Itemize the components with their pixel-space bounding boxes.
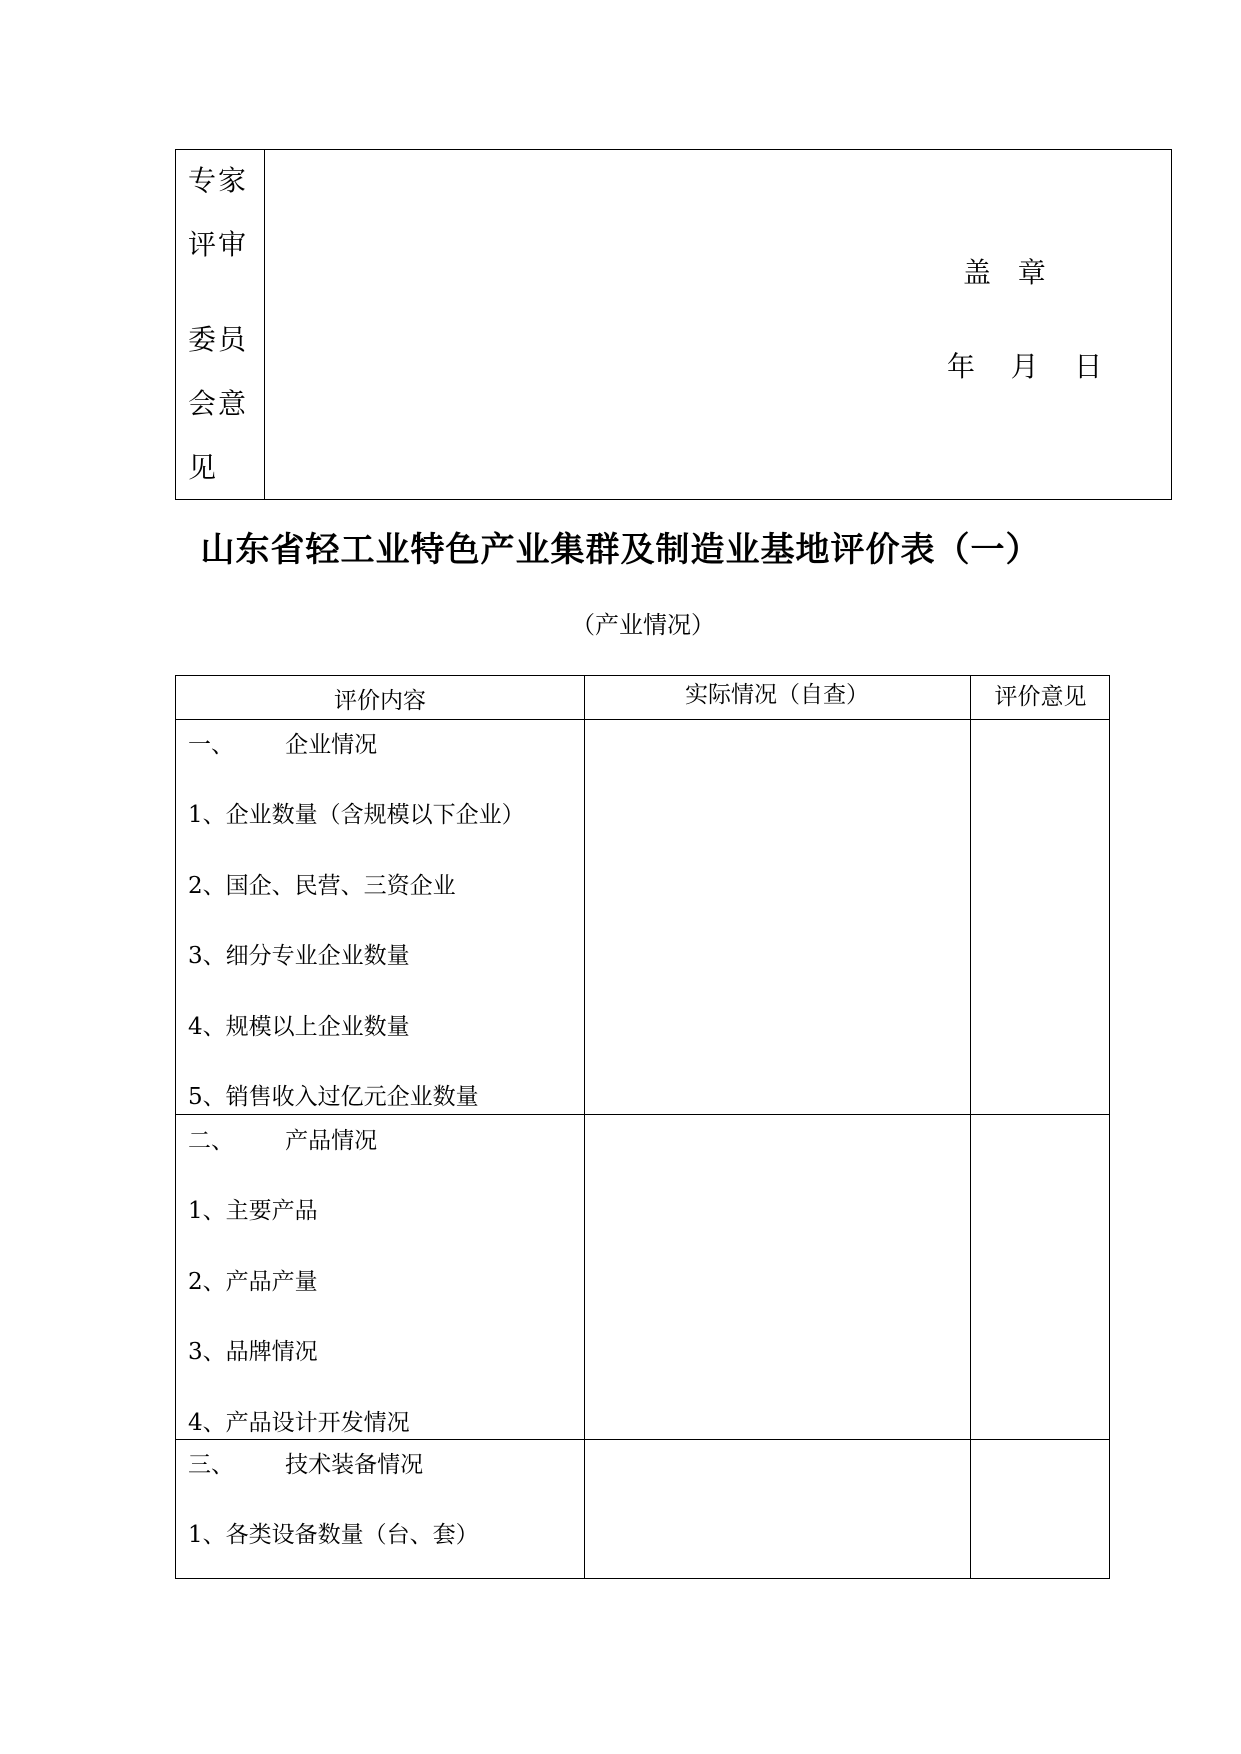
date-label: 年 月 日 <box>947 350 1103 383</box>
stamp-label: 盖 章 <box>963 256 1046 289</box>
opinion-label-line: 见 <box>188 451 219 484</box>
list-item: 3、细分专业企业数量 <box>188 943 410 969</box>
expert-opinion-table <box>175 149 1172 500</box>
list-item: 1、企业数量（含规模以下企业） <box>188 802 525 828</box>
section-heading: 三、 技术装备情况 <box>188 1452 424 1478</box>
list-item: 3、品牌情况 <box>188 1339 318 1365</box>
opinion-cell[interactable] <box>971 1440 1109 1578</box>
expert-opinion-content-cell[interactable] <box>265 150 1171 499</box>
section-heading: 一、 企业情况 <box>188 732 378 758</box>
list-item: 5、销售收入过亿元企业数量 <box>188 1084 479 1110</box>
actual-status-cell[interactable] <box>585 720 969 1114</box>
opinion-cell[interactable] <box>971 720 1109 1114</box>
evaluation-table <box>175 675 1110 1579</box>
actual-status-cell[interactable] <box>585 1440 969 1578</box>
list-item: 4、规模以上企业数量 <box>188 1014 410 1040</box>
section-heading: 二、 产品情况 <box>188 1128 378 1154</box>
column-header-content: 评价内容 <box>334 688 426 714</box>
expert-opinion-label-cell <box>176 150 265 499</box>
list-item: 2、产品产量 <box>188 1269 318 1295</box>
actual-status-cell[interactable] <box>585 1115 969 1439</box>
list-item: 4、产品设计开发情况 <box>188 1410 410 1436</box>
column-header-opinion: 评价意见 <box>994 684 1087 710</box>
document-subtitle: （产业情况） <box>571 611 715 639</box>
list-item: 2、国企、民营、三资企业 <box>188 873 456 899</box>
list-item: 1、各类设备数量（台、套） <box>188 1522 479 1548</box>
opinion-label-line: 评审 <box>188 228 249 261</box>
opinion-cell[interactable] <box>971 1115 1109 1439</box>
column-header-actual: 实际情况（自查） <box>685 682 869 708</box>
opinion-label-line: 委员 <box>188 323 249 356</box>
list-item: 1、主要产品 <box>188 1198 318 1224</box>
opinion-label-line: 专家 <box>188 164 249 197</box>
opinion-label-line: 会意 <box>188 387 249 420</box>
document-title: 山东省轻工业特色产业集群及制造业基地评价表（一） <box>200 530 1041 570</box>
